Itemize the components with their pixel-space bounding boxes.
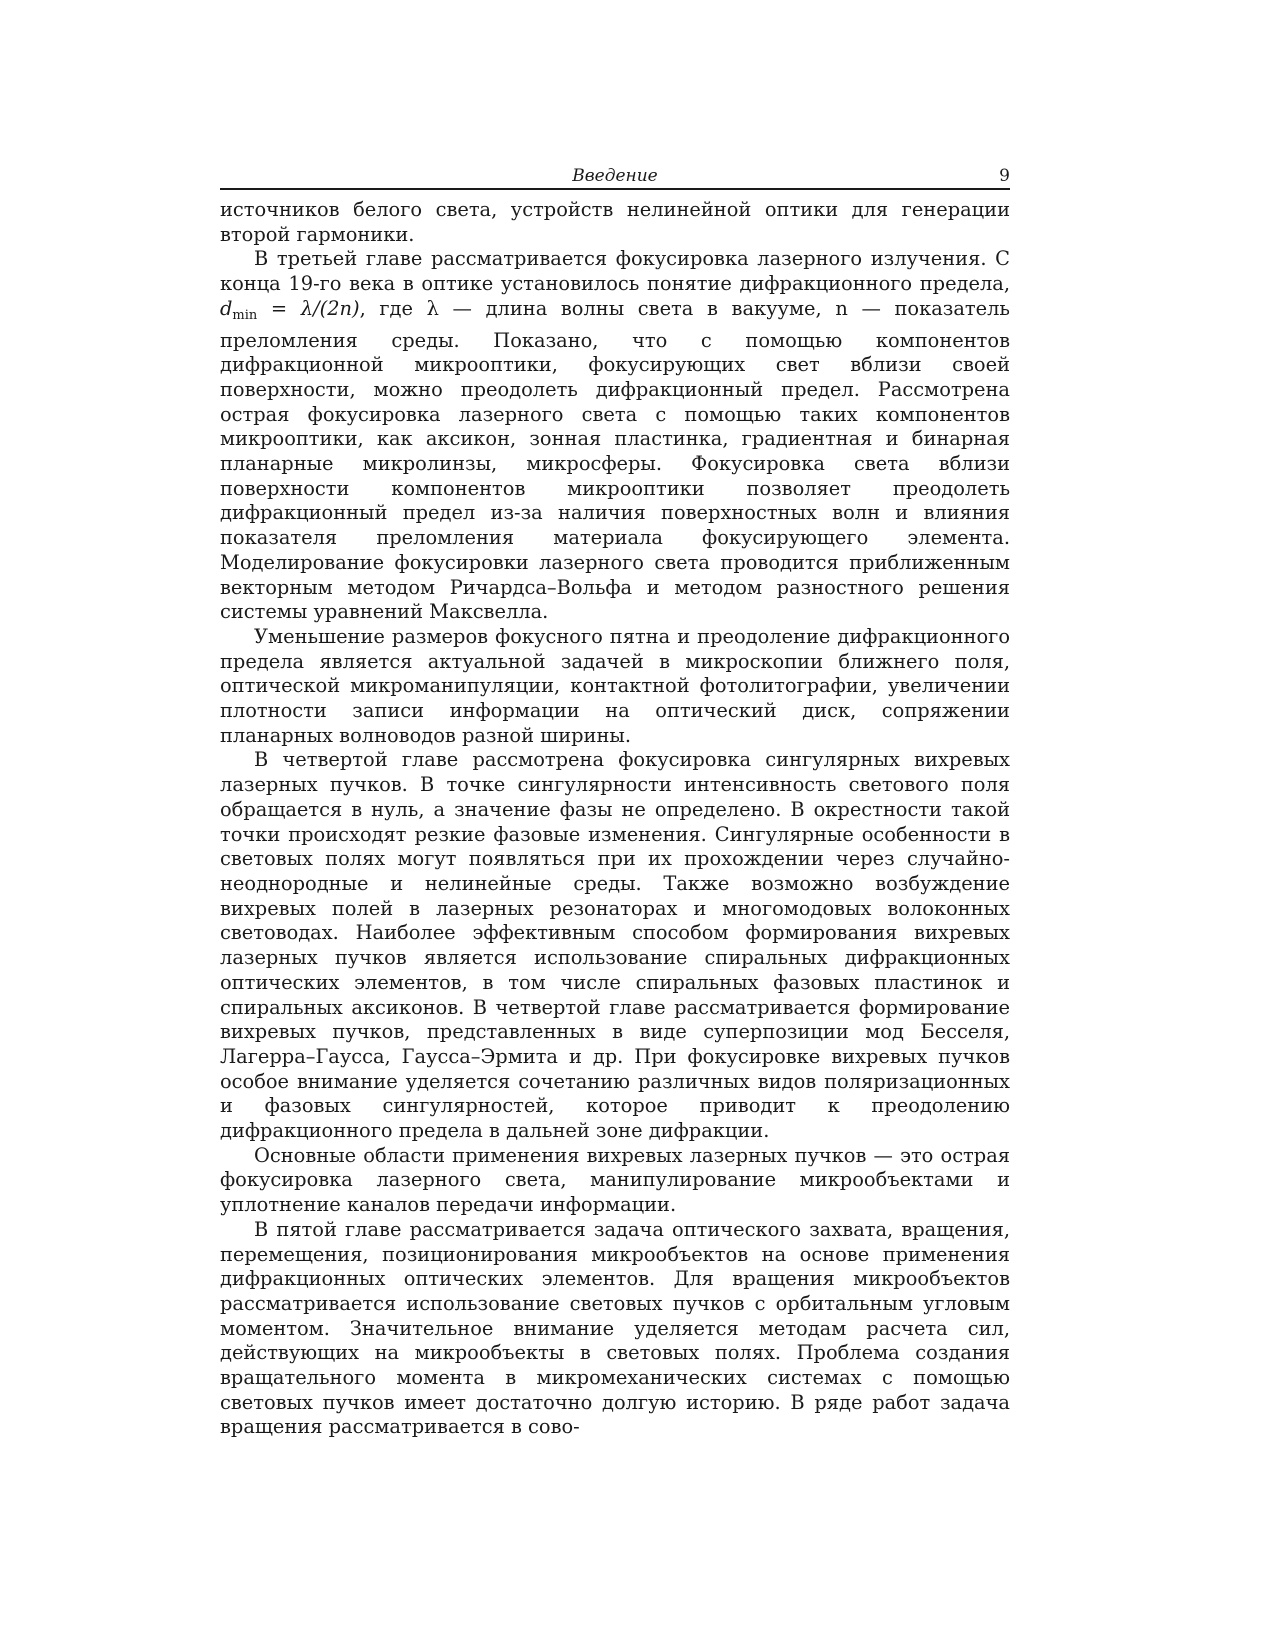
formula-dmin: [220, 296, 360, 323]
paragraph-fourth-chapter: В четвертой главе рассмотрена фокусировка сингулярных вихревых лазерных пучков. В точке сингулярности интенсивность светового поля обращается в нуль, а значение фазы не определено. В окрестности такой точки происходят резкие фазовые изменения. Сингулярные особенности в световых полях могут появляться при их прохождении через случайно-неоднородные и нелинейные среды. Также возможно возбуждение вихревых полей в лазерных резонаторах и многомодовых волоконных световодах. Наиболее эффективным способом формирования вихревых лазерных пучков является использование спиральных дифракционных оптических элементов, в том числе спиральных фазовых пластинок и спиральных аксиконов. В четвертой главе рассматривается формирование вихревых пучков, представленных в виде суперпозиции мод Бесселя, Лагерра–Гаусса, Гаусса–Эрмита и др. При фокусировке вихревых пучков особое внимание уделяется сочетанию различных видов поляризационных и фазовых сингулярностей, которое приводит к преодолению дифракционного предела в дальней зоне дифракции.: [220, 748, 1010, 1143]
paragraph-focal-spot: Уменьшение размеров фокусного пятна и преодоление дифракционного предела является актуальной задачей в микроскопии ближнего поля, оптической микроманипуляции, контактной фотолитографии, увеличении плотности записи информации на оптический диск, сопряжении планарных волноводов разной ширины.: [220, 624, 1010, 747]
paragraph-third-chapter: [220, 247, 1010, 625]
paragraph-fifth-chapter: В пятой главе рассматривается задача оптического захвата, вращения, перемещения, позиционирования микрообъектов на основе применения дифракционных оптических элементов. Для вращения микрообъектов рассматривается использование световых пучков с орбитальным угловым моментом. Значительное внимание уделяется методам расчета сил, действующих на микрообъекты в световых полях. Проблема создания вращательного момента в микромеханических системах с помощью световых пучков имеет достаточно долгую историю. В ряде работ задача вращения рассматривается в сово-: [220, 1217, 1010, 1439]
formula-subscript: min: [232, 307, 258, 323]
formula-expression: = λ/(2n): [257, 296, 360, 320]
running-header: [220, 166, 1010, 190]
body-text: [220, 198, 1010, 1440]
paragraph-text: , где λ — длина волны света в вакууме, n — показатель преломления среды. Показано, что с помощью компонентов дифракционной микрооптики, фокусирующих свет вблизи своей поверхности, можно преодолеть дифракционный предел. Рассмотрена острая фокусировка лазерного света с помощью таких компонентов микрооптики, как аксикон, зонная пластинка, градиентная и бинарная планарные микролинзы, микросферы. Фокусировка света вблизи поверхности компонентов микрооптики позволяет преодолеть дифракционный предел из-за наличия поверхностных волн и влияния показателя преломления материала фокусирующего элемента. Моделирование фокусировки лазерного света проводится приближенным векторным методом Ричардса–Вольфа и методом разностного решения системы уравнений Максвелла.: [220, 296, 1010, 624]
book-page: [220, 166, 1010, 1440]
page-number: 9: [999, 166, 1010, 186]
paragraph-text: В третьей главе рассматривается фокусировка лазерного излучения. С конца 19-го века в оптике установилось понятие дифракционного предела,: [220, 247, 1010, 296]
formula-variable: d: [220, 296, 233, 320]
paragraph-continuation: источников белого света, устройств нелинейной оптики для генерации второй гармоники.: [220, 198, 1010, 246]
paragraph-applications: Основные области применения вихревых лазерных пучков — это острая фокусировка лазерного света, манипулирование микрообъектами и уплотнение каналов передачи информации.: [220, 1143, 1010, 1217]
section-title: Введение: [572, 166, 658, 186]
